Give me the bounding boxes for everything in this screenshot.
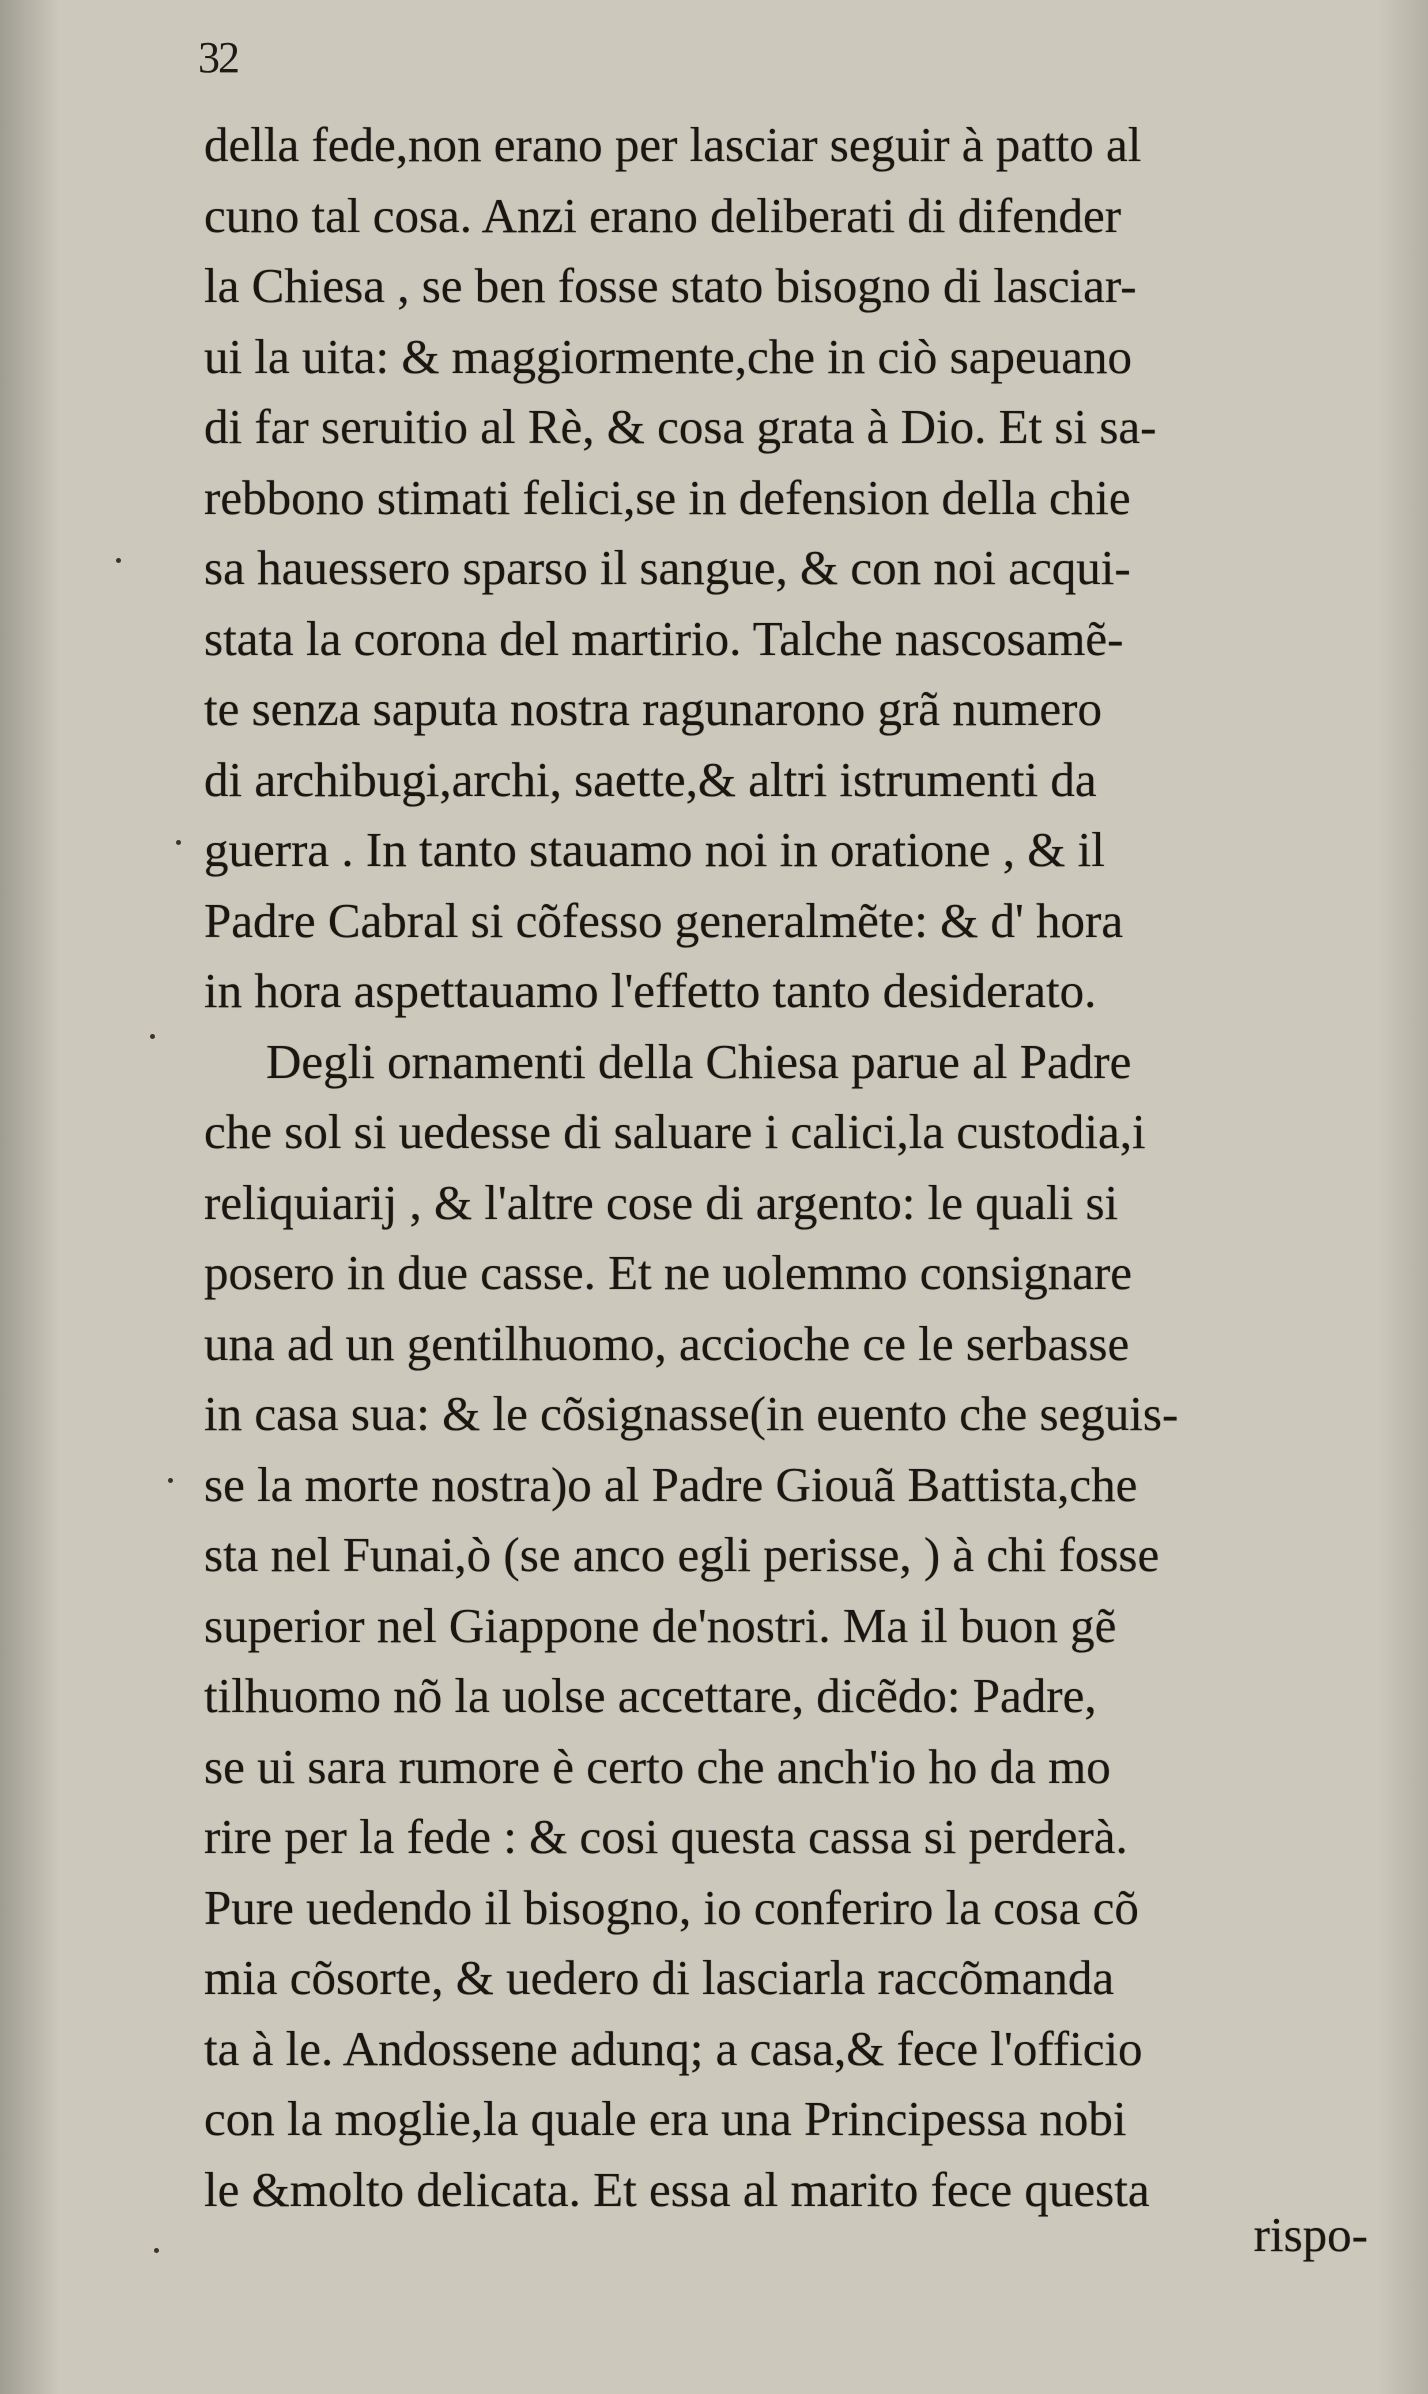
catchword: rispo- — [1253, 2207, 1368, 2262]
text-line: Pure uedendo il bisogno, io conferiro la cosa cõ — [204, 1879, 1139, 1935]
text-line: rire per la fede : & cosi questa cassa si perderà. — [204, 1809, 1128, 1864]
text-line: una ad un gentilhuomo, accioche ce le serbasse — [204, 1315, 1130, 1371]
text-line: Padre Cabral si cõfesso generalmẽte: & d' hora — [204, 892, 1124, 948]
text-line: le &molto delicata. Et essa al marito fece questa — [204, 2161, 1150, 2217]
ink-speck — [154, 2248, 159, 2253]
text-line: posero in due casse. Et ne uolemmo consignare — [204, 1245, 1133, 1300]
text-line: ta à le. Andossene adunq; a casa,& fece l'officio — [204, 2020, 1143, 2076]
text-line: sa hauessero sparso il sangue, & con noi acqui- — [204, 540, 1131, 595]
ink-speck — [150, 1034, 155, 1039]
text-line: se la morte nostra)o al Padre Giouã Battista,che — [204, 1456, 1138, 1512]
page-gutter-shadow — [0, 0, 60, 2394]
page-number: 32 — [198, 33, 238, 82]
ink-speck — [176, 840, 181, 845]
body-text — [204, 110, 1362, 2225]
text-line: di far seruitio al Rè, & cosa grata à Dio. Et si sa- — [204, 399, 1157, 454]
text-line: sta nel Funai,ò (se anco egli perisse, ) à chi fosse — [204, 1527, 1160, 1582]
ink-speck — [116, 558, 121, 563]
text-line: guerra . In tanto stauamo noi in oratione , & il — [204, 822, 1105, 877]
text-line: superior nel Giappone de'nostri. Ma il buon gẽ — [204, 1597, 1117, 1653]
text-line: rebbono stimati felici,se in defension della chie — [204, 469, 1131, 525]
text-line: stata la corona del martirio. Talche nascosamẽ- — [204, 610, 1124, 666]
page-edge-shadow — [1378, 0, 1428, 2394]
text-line: tilhuomo nõ la uolse accettare, dicẽdo: Padre, — [204, 1668, 1097, 1723]
text-line: se ui sara rumore è certo che anch'io ho da mo — [204, 1738, 1111, 1794]
text-line: in casa sua: & le cõsignasse(in euento che seguis- — [204, 1386, 1179, 1441]
text-line: ui la uita: & maggiormente,che in ciò sapeuano — [204, 328, 1132, 384]
text-line: in hora aspettauamo l'effetto tanto desiderato. — [204, 963, 1097, 1018]
text-line: con la moglie,la quale era una Principessa nobi — [204, 2091, 1127, 2146]
text-line: la Chiesa , se ben fosse stato bisogno di lasciar- — [204, 258, 1137, 313]
paragraph-first-line: Degli ornamenti della Chiesa parue al Padre — [266, 1033, 1132, 1089]
text-line: mia cõsorte, & uedero di lasciarla raccõmanda — [204, 1950, 1115, 2005]
text-line: che sol si uedesse di saluare i calici,la custodia,i — [204, 1104, 1146, 1159]
text-line: della fede,non erano per lasciar seguir à patto al — [204, 117, 1142, 172]
text-line: te senza saputa nostra ragunarono grã numero — [204, 681, 1102, 736]
ink-speck — [168, 1478, 173, 1483]
text-line: reliquiarij , & l'altre cose di argento: le quali si — [204, 1174, 1119, 1230]
text-line: cuno tal cosa. Anzi erano deliberati di difender — [204, 187, 1122, 243]
text-line: di archibugi,archi, saette,& altri istrumenti da — [204, 751, 1097, 807]
